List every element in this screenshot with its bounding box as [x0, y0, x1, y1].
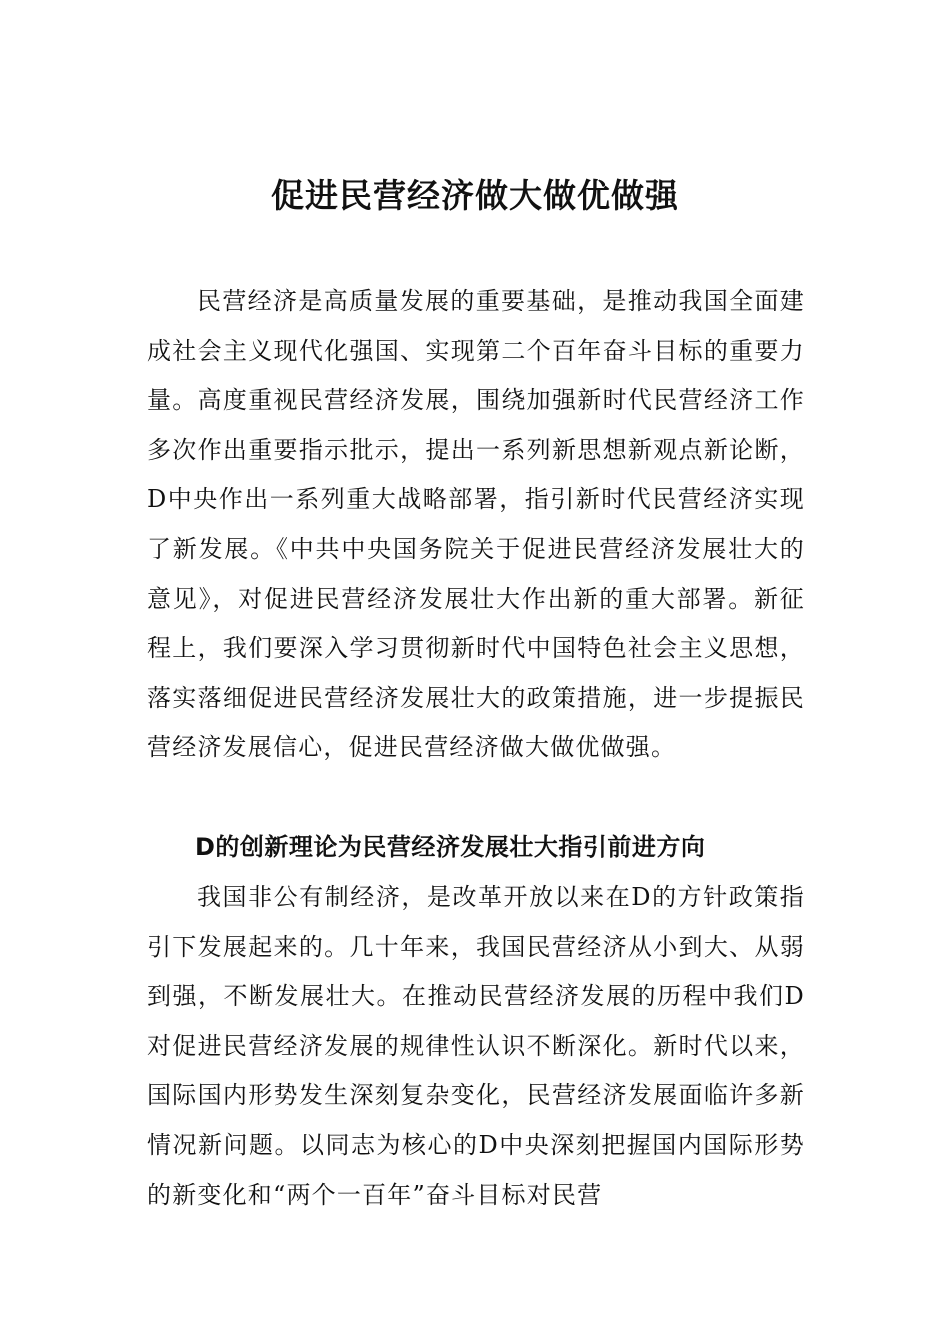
document-title: 促进民营经济做大做优做强: [271, 176, 679, 215]
section-heading: D的创新理论为民营经济发展壮大指引前进方向: [195, 833, 706, 861]
body-paragraph-2: 我国非公有制经济，是改革开放以来在D的方针政策指引下发展起来的。几十年来，我国民营经济从小到大、从弱到强，不断发展壮大。在推动民营经济发展的历程中我们D对促进民营经济发展的规律性认识不断深化。新时代以来，国际国内形势发生深刻复杂变化，民营经济发展面临许多新情况新问题。以同志为核心的D中央深刻把握国内国际形势的新变化和“两个一百年”奋斗目标对民营: [147, 883, 805, 1209]
body-paragraph-1: 民营经济是高质量发展的重要基础，是推动我国全面建成社会主义现代化强国、实现第二个百年奋斗目标的重要力量。高度重视民营经济发展，围绕加强新时代民营经济工作多次作出重要指示批示，提出一系列新思想新观点新论断，D中央作出一系列重大战略部署，指引新时代民营经济实现了新发展。《中共中央国务院关于促进民营经济发展壮大的意见》，对促进民营经济发展壮大作出新的重大部署。新征程上，我们要深入学习贯彻新时代中国特色社会主义思想，落实落细促进民营经济发展壮大的政策措施，进一步提振民营经济发展信心，促进民营经济做大做优做强。: [147, 287, 805, 762]
